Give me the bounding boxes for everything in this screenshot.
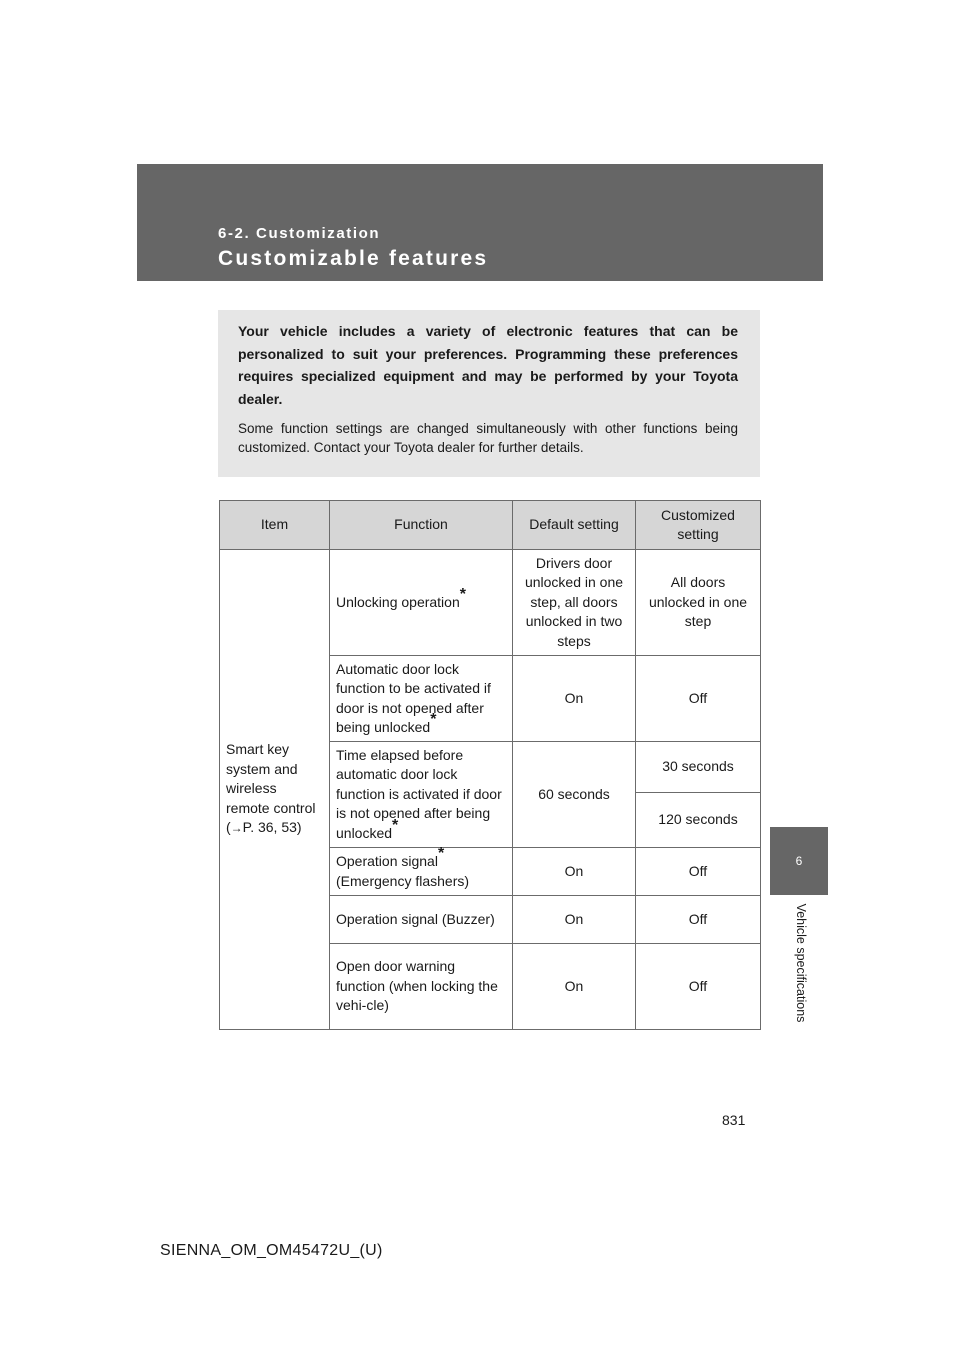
table-row: [220, 550, 761, 656]
customized-cell: Off: [636, 848, 761, 896]
customized-cell: Off: [636, 656, 761, 742]
customization-table: [219, 500, 761, 1030]
customized-cell: 30 seconds: [636, 742, 761, 793]
default-cell: Drivers door unlocked in one step, all doors unlocked in two steps: [513, 550, 636, 656]
default-cell: 60 seconds: [513, 742, 636, 848]
header-default-setting: Default setting: [513, 501, 636, 550]
default-cell: On: [513, 656, 636, 742]
function-cell: Time elapsed before automatic door lock function is activated if door is not opened after being unlocked*: [330, 742, 513, 848]
arrow-right-icon: →: [230, 821, 243, 836]
default-cell: On: [513, 848, 636, 896]
function-cell: Open door warning function (when locking the vehi-cle): [330, 944, 513, 1030]
customized-cell: Off: [636, 944, 761, 1030]
customized-cell: 120 seconds: [636, 793, 761, 848]
table-header-row: [220, 501, 761, 550]
chapter-title: Vehicle specifications: [794, 903, 808, 1023]
footnote-star: *: [392, 817, 399, 835]
customized-cell: All doors unlocked in one step: [636, 550, 761, 656]
header-item: Item: [220, 501, 330, 550]
section-label: 6-2. Customization: [218, 225, 381, 242]
intro-box: [218, 310, 760, 477]
customized-cell: Off: [636, 896, 761, 944]
chapter-tab: [770, 827, 828, 895]
section-header: [137, 164, 823, 281]
page-number: 831: [722, 1112, 746, 1128]
item-reference: P. 36, 53): [242, 819, 302, 836]
default-cell: On: [513, 944, 636, 1030]
intro-bold-text: Your vehicle includes a variety of electronic features that can be personalized to suit your preferences. Programming these preferences requires specialized equipment and may be performed by your Toyota dealer.: [238, 323, 738, 407]
function-cell: Operation signal (Buzzer): [330, 896, 513, 944]
function-cell: Unlocking operation*: [330, 550, 513, 656]
footnote-star: *: [437, 845, 445, 863]
function-cell: Operation signal* (Emergency flashers): [330, 848, 513, 896]
page-title: Customizable features: [218, 247, 489, 270]
header-customized-setting: Customized setting: [636, 501, 761, 550]
header-function: Function: [330, 501, 513, 550]
default-cell: On: [513, 896, 636, 944]
item-label: Smart key system and wireless remote control: [226, 741, 316, 816]
intro-note-text: Some function settings are changed simultaneously with other functions being customized. Contact your Toyota dealer for further details.: [238, 421, 738, 455]
footnote-star: *: [430, 711, 437, 729]
function-cell: Automatic door lock function to be activated if door is not opened after being unlocked*: [330, 656, 513, 742]
footnote-star: *: [459, 586, 466, 604]
chapter-number: 6: [795, 854, 803, 868]
item-ref-open: (: [226, 819, 231, 836]
document-code: SIENNA_OM_OM45472U_(U): [160, 1242, 383, 1259]
item-cell: [220, 550, 330, 1030]
